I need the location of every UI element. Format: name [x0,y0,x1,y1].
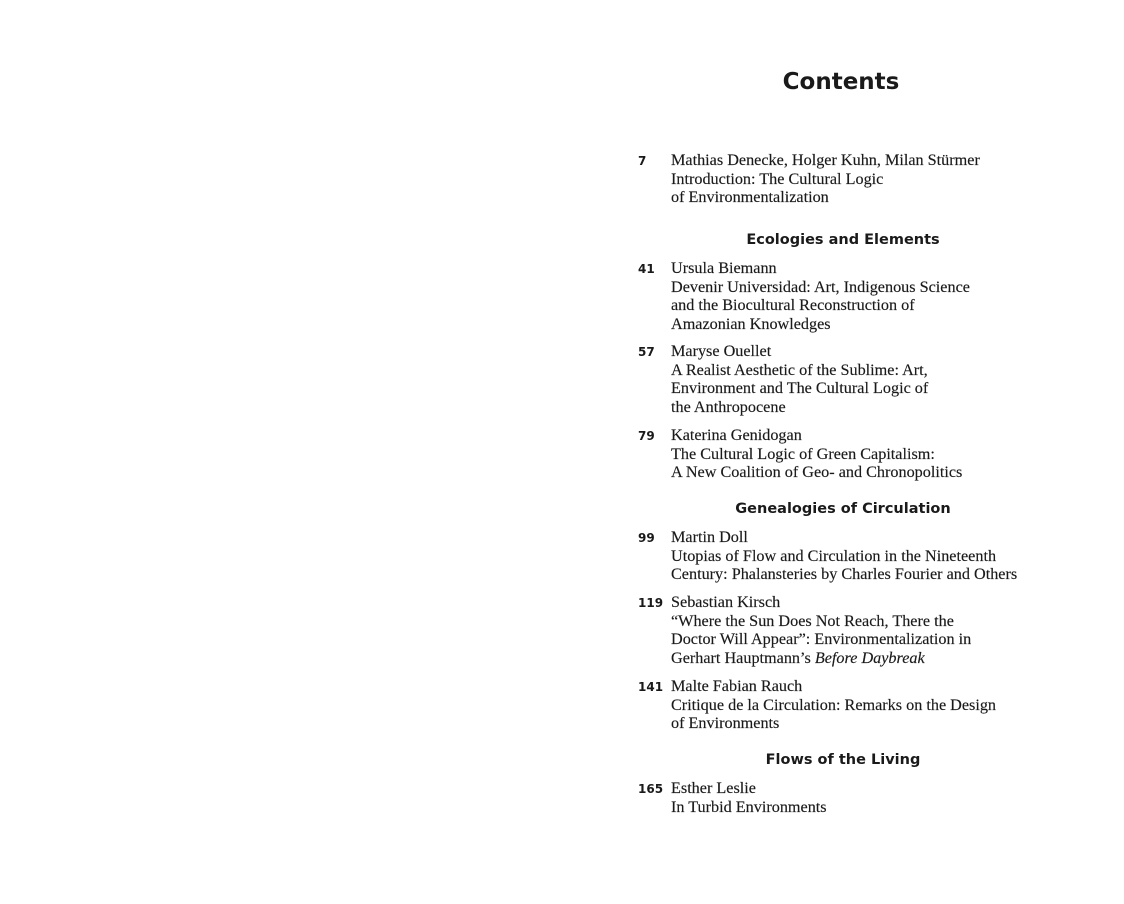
toc-page-number: 165 [638,782,664,796]
toc-author: Ursula Biemann [671,259,777,277]
toc-page-number: 119 [638,596,664,610]
toc-title-line: of Environments [671,714,780,733]
toc-author: Sebastian Kirsch [671,593,781,611]
section-heading: Ecologies and Elements [746,232,940,248]
toc-title-line: A New Coalition of Geo- and Chronopolitics [671,463,963,482]
toc-title-text: Gerhart Hauptmann’s [671,648,815,667]
toc-entry-body [671,528,1081,584]
toc-title-line: Doctor Will Appear”: Environmentalization in [671,630,972,649]
toc-title-line: A Realist Aesthetic of the Sublime: Art, [671,360,928,379]
toc-title-line: and the Biocultural Reconstruction of [671,296,915,315]
toc-title-line: Amazonian Knowledges [671,314,831,333]
section-heading: Genealogies of Circulation [735,501,951,517]
toc-entry-body [671,342,1081,416]
toc-title-line: Century: Phalansteries by Charles Fourier and Others [671,565,1018,584]
toc-author: Katerina Genidogan [671,426,802,444]
toc-title-line: the Anthropocene [671,397,786,416]
toc-author: Malte Fabian Rauch [671,677,803,695]
toc-entry-body [671,779,1081,816]
toc-page-number: 99 [638,531,655,545]
contents-page [562,0,1124,904]
toc-title-line: of Environmentalization [671,188,829,207]
toc-title-italic: Before Daybreak [814,648,925,667]
toc-author: Maryse Ouellet [671,342,772,360]
toc-page-number: 57 [638,345,655,359]
toc-entry-body [671,426,1081,482]
toc-title-line: Devenir Universidad: Art, Indigenous Science [671,277,970,296]
toc-author: Martin Doll [671,528,748,546]
toc-page-number: 79 [638,429,655,443]
toc-entry-body [671,151,1081,207]
toc-author: Mathias Denecke, Holger Kuhn, Milan Stürmer [671,151,980,169]
toc-title-line: Introduction: The Cultural Logic [671,169,884,188]
section-heading: Flows of the Living [765,752,921,768]
toc-title-line: “Where the Sun Does Not Reach, There the [671,611,954,630]
page-title: Contents [782,69,900,95]
toc-title-line: Utopias of Flow and Circulation in the Nineteenth [671,546,997,565]
toc-entry-body [671,677,1081,733]
toc-title-line: The Cultural Logic of Green Capitalism: [671,444,935,463]
toc-page-number: 41 [638,262,655,276]
toc-entry-body [671,259,1081,333]
toc-title-line: In Turbid Environments [671,797,827,816]
toc-title-line: Critique de la Circulation: Remarks on the Design [671,695,997,714]
toc-title-line [671,649,1081,668]
toc-author: Esther Leslie [671,779,756,797]
toc-page-number: 7 [638,154,647,168]
toc-entry-body [671,593,1081,667]
toc-page-number: 141 [638,680,664,694]
toc-title-line: Environment and The Cultural Logic of [671,379,929,398]
